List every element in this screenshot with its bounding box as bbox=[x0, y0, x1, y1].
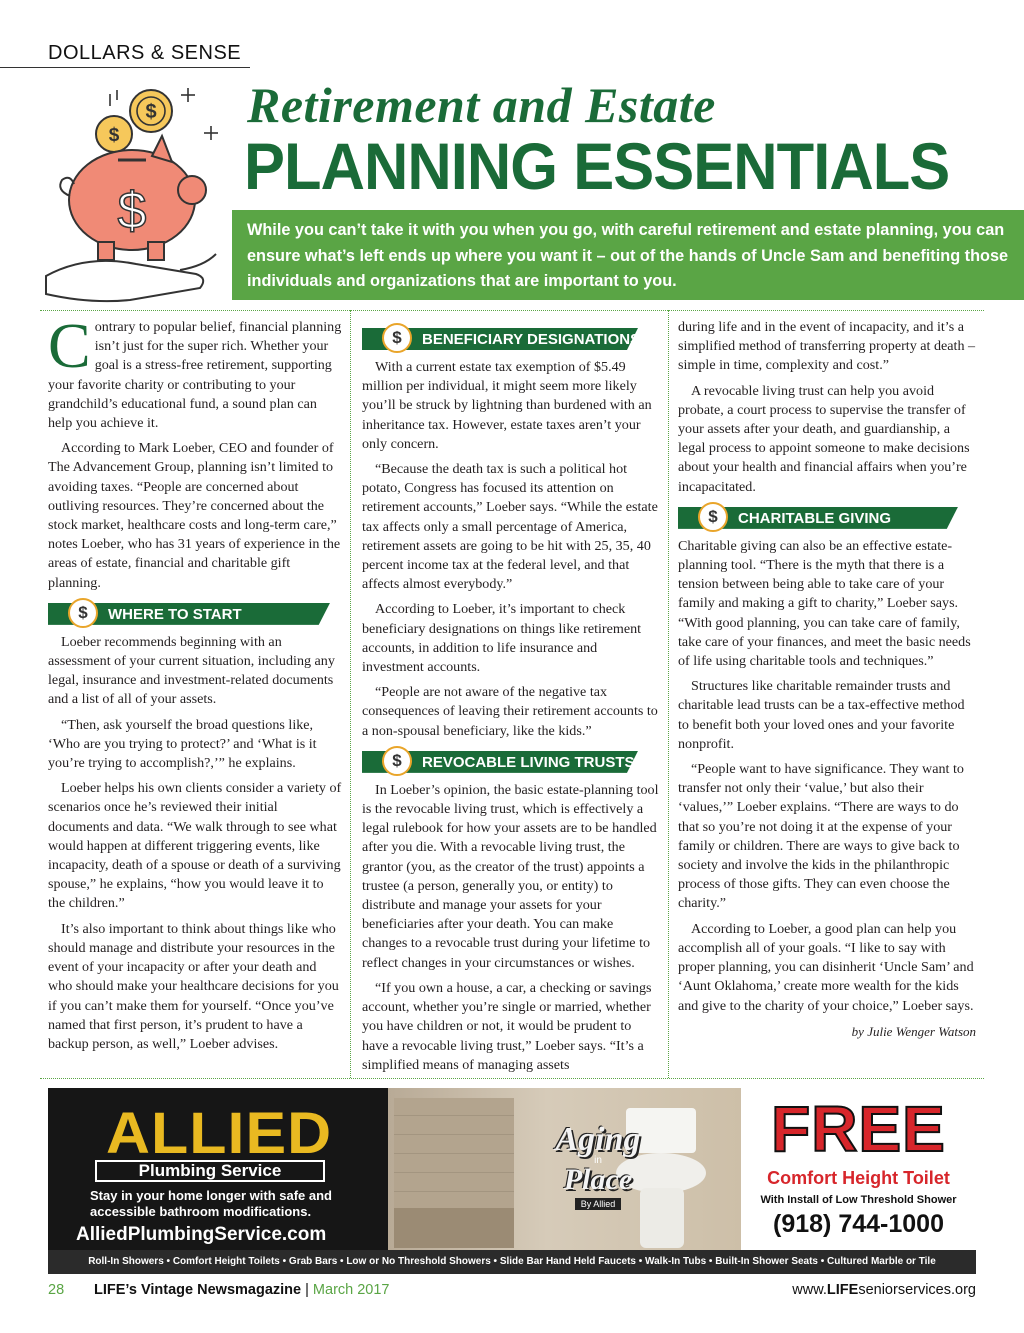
paragraph: It’s also important to think about things like who should manage and distribute your resources in the event of your incapacity or after your death and who should make your healthcare decisions for you if you can’t make them for yourself. “Once you’ve named that first person, it’s prudent to have a backup person, as well,” Loeber advises. bbox=[48, 920, 339, 1052]
dollar-coin-icon: $ bbox=[382, 323, 412, 353]
issue-date: March 2017 bbox=[312, 1282, 390, 1298]
ad-bathroom-photo bbox=[388, 1088, 741, 1250]
paragraph: “Then, ask yourself the broad questions like, ‘Who are you trying to protect?’ and ‘What is it you’re trying to accomplish?,’” he explains. bbox=[48, 716, 317, 772]
dollar-coin-icon: $ bbox=[698, 502, 728, 532]
paragraph: Structures like charitable remainder trusts and charitable lead trusts can be a tax-effective method to benefit both your loved ones and your favorite nonprofit. bbox=[678, 678, 965, 752]
title-script: Retirement and Estate bbox=[247, 77, 716, 133]
ad-tagline: Stay in your home longer with safe and accessible bathroom modifications. bbox=[90, 1188, 332, 1219]
url-brand: LIFE bbox=[826, 1282, 859, 1298]
top-rule bbox=[40, 310, 984, 311]
hand-icon bbox=[46, 254, 216, 301]
ad-left-panel bbox=[48, 1088, 388, 1250]
subhead-label: WHERE TO START bbox=[108, 605, 242, 623]
subhead-beneficiary bbox=[362, 328, 660, 350]
paragraph: According to Loeber, a good plan can help you accomplish all of your goals. “I like to say with proper planning, you can disinherit ‘Uncle Sam’ and ‘Aunt Oklahoma,’ create more wealth for the kids and give to the charity of your choice,” Loeber says. bbox=[678, 920, 974, 1014]
column-1 bbox=[48, 310, 342, 1060]
subhead-charitable bbox=[678, 507, 976, 529]
ad-offer-panel bbox=[741, 1088, 976, 1250]
paragraph bbox=[48, 310, 342, 433]
url-suffix: seniorservices.org bbox=[858, 1282, 976, 1298]
paragraph: “People want to have significance. They want to transfer not only their ‘value,’ but also their ‘values,’” Loeber explains. “There are ways to do that so you’re not doing it at the expense of your family or children. There are ways to give back to society and involve the kids in the philanthropic process of those gifts. They can even choose the charity.” bbox=[678, 761, 964, 912]
url-prefix: www. bbox=[792, 1282, 827, 1298]
intro-band bbox=[232, 210, 1024, 300]
page-title: PLANNING ESSENTIALS bbox=[244, 129, 950, 203]
piggy-bank-illustration bbox=[40, 80, 240, 305]
paragraph: “People are not aware of the negative tax consequences of leaving their retirement accounts to a non-spousal beneficiary, like the kids.” bbox=[362, 684, 658, 739]
ad-phone-number[interactable]: (918) 744-1000 bbox=[773, 1210, 944, 1238]
aging-in-text: in bbox=[594, 1155, 602, 1166]
paragraph: Loeber recommends beginning with an assessment of your current situation, including any legal, insurance and investment-related documents and a list of all of your assets. bbox=[48, 633, 335, 708]
paragraph: According to Loeber, it’s important to check beneficiary designations on things like retirement accounts, in addition to life insurance and investment accounts. bbox=[362, 601, 642, 676]
paragraph: According to Mark Loeber, CEO and founder of The Advancement Group, planning isn’t limited to avoiding taxes. “People are concerned about outliving resources. They’re concerned about the stock market, healthcare costs and long-term care,” notes Loeber, who has 31 years of experience in the areas of estate, financial and charitable gift planning. bbox=[48, 440, 341, 591]
paragraph: In Loeber’s opinion, the basic estate-planning tool is the revocable living trust, which is effectively a legal rulebook for how your assets are to be handled after you die. With a revocable living trust, the grantor (you, as the creator of the trust) appoints a trustee (a person, generally you, or entity) to distribute and manage your assets for your beneficiaries after your death. You can make changes to a revocable trust during your lifetime to reflect changes in your circumstances or wishes. bbox=[362, 781, 659, 971]
subhead-label: CHARITABLE GIVING bbox=[738, 509, 892, 527]
page-number: 28 bbox=[48, 1282, 65, 1298]
ad-offer-terms: With Install of Low Threshold Shower bbox=[760, 1194, 957, 1206]
paragraph: “If you own a house, a car, a checking or savings account, whether you’re single or married, whether you have children or not, it would be prudent to have a revocable living trust,” Loeber says. “It’s a simplified means of managing assets bbox=[362, 979, 652, 1073]
column-rule-left bbox=[350, 310, 351, 1078]
page-footer bbox=[0, 1282, 1024, 1306]
by-allied-text: By Allied bbox=[575, 1198, 622, 1210]
aging-text: Aging bbox=[555, 1121, 641, 1158]
column-2 bbox=[362, 318, 660, 1081]
paragraph: A revocable living trust can help you avoid probate, a court process to supervise the transfer of your assets after your death, and guardianship, a legal process to appoint someone to make decisions about your health and financial affairs when you’re incapacitated. bbox=[678, 382, 970, 495]
byline: by Julie Wenger Watson bbox=[851, 1023, 976, 1039]
section-label: DOLLARS & SENSE bbox=[48, 42, 242, 64]
ad-services-bar: Roll-In Showers • Comfort Height Toilets • Grab Bars • Low or No Threshold Showers • Slide Bar Hand Held Faucets • Walk-In Tubs • Built-In Shower Seats • Cultured Marble or Tile bbox=[48, 1250, 976, 1274]
drop-cap: C bbox=[48, 310, 91, 381]
subhead-label: BENEFICIARY DESIGNATIONS bbox=[422, 331, 641, 348]
paragraph: “Because the death tax is such a political hot potato, Congress has focused its attention on retirement accounts,” Loeber says. “While the estate tax affects only a small percentage of America, retirement assets are going to be hit with 25, 35, 40 percent income tax at the federal level, and that affects almost everybody.” bbox=[362, 461, 658, 593]
paragraph: With a current estate tax exemption of $5.49 million per individual, it might seem more likely you’ll be struck by lightning than burdened with an inheritance tax. However, estate taxes aren’t your only concern. bbox=[362, 359, 652, 452]
column-rule-right bbox=[668, 310, 669, 1078]
svg-text:$: $ bbox=[145, 101, 157, 123]
subhead-where-to-start bbox=[48, 603, 342, 625]
subhead-label: REVOCABLE LIVING TRUSTS bbox=[422, 753, 635, 771]
ad-service-label: Plumbing Service bbox=[95, 1160, 325, 1182]
subhead-revocable bbox=[362, 751, 660, 773]
sparkle-icon bbox=[181, 88, 218, 140]
place-text: Place bbox=[563, 1163, 633, 1196]
column-3 bbox=[678, 318, 976, 1041]
svg-text:$: $ bbox=[108, 125, 120, 146]
ad-offer-title: Comfort Height Toilet bbox=[767, 1168, 950, 1188]
paragraph: during life and in the event of incapacity, and it’s a simplified method of transferring property at death – simple in time, complexity and cost.” bbox=[678, 319, 976, 374]
ad-website-link[interactable]: AlliedPlumbingService.com bbox=[76, 1224, 327, 1245]
advertisement[interactable] bbox=[48, 1088, 976, 1274]
footer-separator: | bbox=[301, 1282, 313, 1298]
magazine-name bbox=[94, 1282, 390, 1298]
ad-free-headline: FREE bbox=[771, 1093, 946, 1165]
dollar-coin-icon: $ bbox=[68, 598, 98, 628]
piggy-bank-icon bbox=[60, 136, 206, 260]
section-rule bbox=[0, 67, 250, 68]
paragraph: Charitable giving can also be an effective estate-planning tool. “There is the myth that there is a tension between being able to take care of your family and making a gift to charity,” Loeber says. “With good planning, you can take care of family, take care of your finances, and meet the basic needs of life using charitable tools and techniques.” bbox=[678, 537, 971, 670]
paragraph-text: ontrary to popular belief, financial planning isn’t just for the super rich. Whether your goal is a stress-free retirement, supporting your favorite charity or contributing to your grandchild’s educational fund, a sound plan can help you achieve it. bbox=[48, 319, 342, 432]
aging-in-place-logo bbox=[548, 1121, 648, 1214]
dollar-coin-icon: $ bbox=[382, 746, 412, 776]
ad-brand-logo: ALLIED bbox=[106, 1101, 333, 1166]
website-link[interactable] bbox=[792, 1282, 976, 1298]
svg-text:$: $ bbox=[117, 182, 147, 240]
shower-bench bbox=[394, 1208, 514, 1248]
paragraph: Loeber helps his own clients consider a variety of scenarios once he’s reviewed their initial documents and data. “We walk through to see what would happen at different triggering events, like incapacity, death of a spouse or death of a surviving spouse,” he explains, “how you would leave it to the children.” bbox=[48, 780, 342, 912]
magazine-title: LIFE’s Vintage Newsmagazine bbox=[94, 1282, 302, 1298]
intro-text: While you can’t take it with you when you go, with careful retirement and estate planning, you can ensure what’s left ends up where you want it – out of the hands of Uncle Sam and benefiting those individuals and organizations that are important to you. bbox=[247, 221, 1009, 290]
